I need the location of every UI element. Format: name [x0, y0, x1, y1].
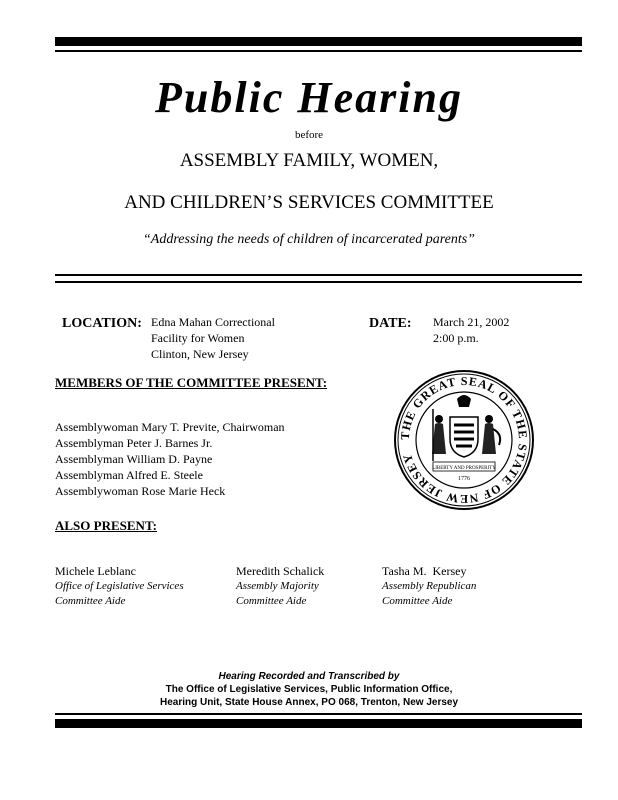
bottom-rule-thin	[55, 713, 582, 715]
seal-banner-text: LIBERTY AND PROSPERITY	[432, 466, 496, 471]
state-seal-graphic	[393, 369, 535, 511]
seal-year-text: 1776	[458, 476, 470, 482]
person-role: Committee Aide	[382, 595, 453, 607]
person-role: Committee Aide	[55, 595, 126, 607]
location-line: Edna Mahan Correctional	[151, 315, 275, 329]
also-present-heading: ALSO PRESENT:	[55, 518, 157, 533]
bottom-rule-thick	[55, 719, 582, 728]
person-name: Michele Leblanc	[55, 564, 136, 578]
members-list	[55, 419, 285, 499]
top-rule-thick	[55, 37, 582, 46]
location-label: LOCATION:	[62, 316, 142, 331]
date-line: 2:00 p.m.	[433, 331, 479, 345]
middle-rule-top	[55, 274, 582, 276]
committee-name-line2: AND CHILDREN’S SERVICES COMMITTEE	[124, 192, 494, 213]
committee-name-line1: ASSEMBLY FAMILY, WOMEN,	[179, 150, 439, 171]
before-label: before	[294, 129, 324, 141]
location-line: Clinton, New Jersey	[151, 347, 249, 361]
person-name: Meredith Schalick	[236, 564, 325, 578]
person-role: Assembly Republican	[382, 580, 477, 592]
person-role: Committee Aide	[236, 595, 307, 607]
date-line: March 21, 2002	[433, 315, 510, 329]
footer-line2: The Office of Legislative Services, Public Information Office,	[165, 684, 453, 695]
middle-rule-bottom	[55, 281, 582, 283]
also-present-person	[55, 563, 184, 609]
page-title: Public Hearing	[155, 73, 463, 122]
state-seal	[393, 369, 535, 511]
also-present-person	[382, 563, 476, 609]
date-value	[433, 314, 509, 346]
member-item: Assemblyman Peter J. Barnes Jr.	[55, 436, 213, 450]
person-name: Tasha M. Kersey	[382, 564, 467, 578]
member-item: Assemblyman Alfred E. Steele	[55, 468, 203, 482]
member-item: Assemblyman William D. Payne	[55, 452, 213, 466]
footer-line3: Hearing Unit, State House Annex, PO 068, Trenton, New Jersey	[159, 697, 459, 708]
location-line: Facility for Women	[151, 331, 245, 345]
person-role: Office of Legislative Services	[55, 580, 184, 592]
location-value	[151, 314, 275, 362]
hearing-subject: “Addressing the needs of children of incarcerated parents”	[143, 232, 475, 247]
member-item: Assemblywoman Mary T. Previte, Chairwoman	[55, 420, 285, 434]
members-heading: MEMBERS OF THE COMMITTEE PRESENT:	[55, 375, 328, 390]
footer-line1: Hearing Recorded and Transcribed by	[218, 671, 400, 682]
date-label: DATE:	[369, 316, 412, 331]
top-rule-thin	[55, 50, 582, 52]
person-role: Assembly Majority	[236, 580, 319, 592]
seal-shield-icon	[450, 417, 478, 457]
also-present-person	[236, 563, 324, 609]
seal-ring-text: THE GREAT SEAL OF THE STATE OF NEW JERSEY	[397, 373, 531, 507]
member-item: Assemblywoman Rose Marie Heck	[55, 484, 226, 498]
